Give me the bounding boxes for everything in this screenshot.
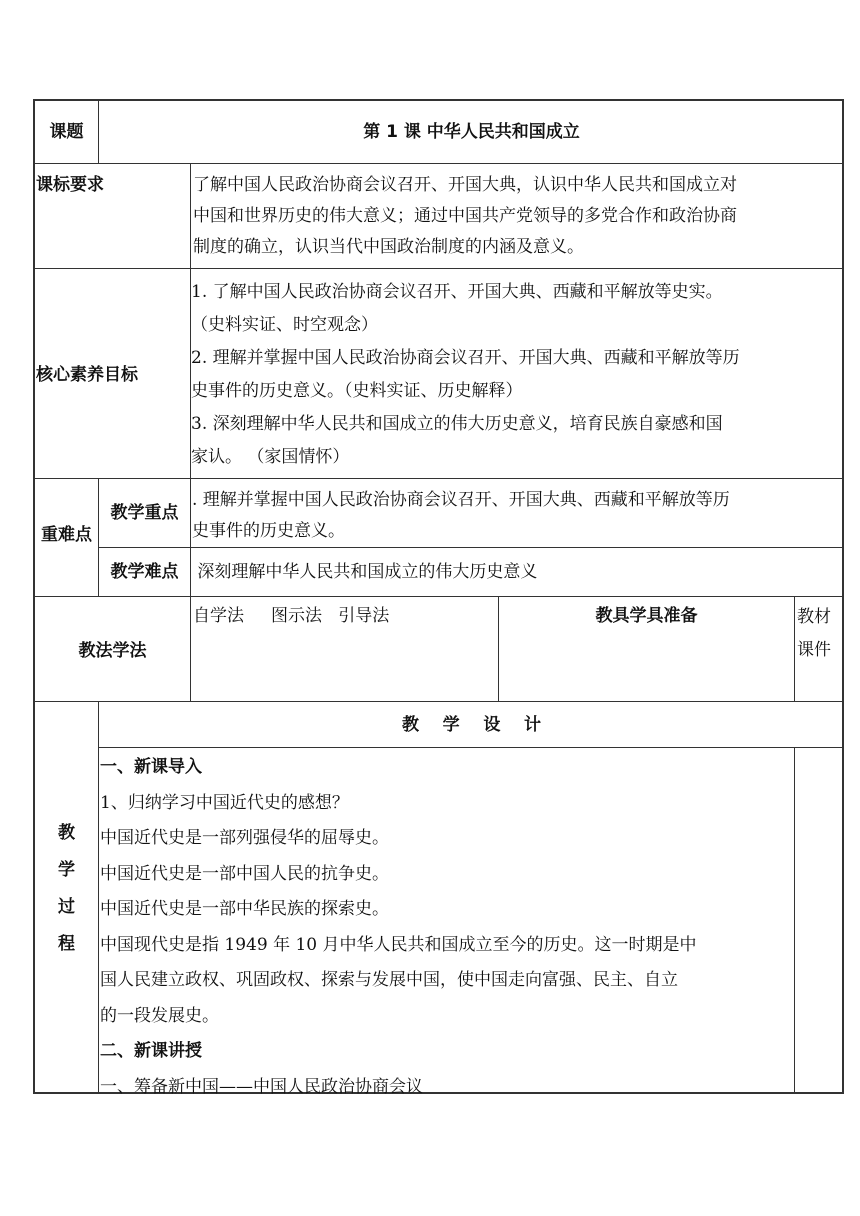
key-point-line: 史事件的历史意义。 — [192, 521, 345, 541]
process-line: 中国近代史是一部中华民族的探索史。 — [100, 899, 389, 919]
row-divider — [33, 478, 844, 479]
standards-line: 了解中国人民政治协商会议召开、开国大典，认识中华人民共和国成立对 — [193, 175, 737, 195]
section-heading: 一、新课导入 — [100, 757, 202, 777]
key-point-line: . 理解并掌握中国人民政治协商会议召开、开国大典、西藏和平解放等历 — [192, 490, 730, 510]
subject-label: 课题 — [49, 122, 84, 142]
core-goal-line: 家认。 （家国情怀） — [191, 447, 350, 467]
difficulty-label: 重难点 — [41, 525, 92, 545]
col-divider — [98, 701, 99, 1094]
col-divider — [794, 747, 795, 1094]
core-goal-line: 2. 理解并掌握中国人民政治协商会议召开、开国大典、西藏和平解放等历 — [191, 348, 740, 368]
row-divider — [98, 547, 844, 548]
process-line: 国人民建立政权、巩固政权、探索与发展中国，使中国走向富强、民主、自立 — [100, 970, 678, 990]
hard-points-label: 教学难点 — [110, 562, 179, 582]
process-line: 1、归纳学习中国近代史的感想？ — [100, 792, 349, 813]
process-label-char: 过 — [58, 897, 75, 917]
process-line: 中国现代史是指 1949 年 10 月中华人民共和国成立至今的历史。这一时期是中 — [100, 934, 697, 955]
tools-value — [797, 601, 843, 667]
col-divider — [190, 478, 191, 701]
process-label-char: 程 — [58, 934, 75, 954]
key-points-text — [192, 485, 843, 547]
key-points-label: 教学重点 — [110, 503, 179, 523]
core-goal-line: 1. 了解中国人民政治协商会议召开、开国大典、西藏和平解放等史实。 — [191, 282, 723, 302]
col-divider — [794, 596, 795, 701]
methods-value: 自学法 图示法 引导法 — [193, 606, 390, 626]
core-goal-line: 史事件的历史意义。（史料实证、历史解释） — [191, 381, 523, 401]
core-goal-line: （史料实证、时空观念） — [191, 315, 378, 335]
standards-text — [193, 170, 843, 263]
standards-line: 中国和世界历史的伟大意义；通过中国共产党领导的多党合作和政治协商 — [193, 206, 737, 226]
methods-label: 教法学法 — [78, 641, 147, 661]
core-goals-text — [191, 276, 843, 474]
process-label — [35, 815, 98, 963]
design-title: 教 学 设 计 — [401, 715, 542, 735]
row-divider — [98, 747, 844, 748]
row-divider — [33, 268, 844, 269]
row-divider — [33, 701, 844, 702]
section-heading: 二、新课讲授 — [100, 1041, 202, 1061]
process-content — [100, 750, 794, 1105]
core-goals-label: 核心素养目标 — [36, 365, 138, 385]
row-divider — [33, 596, 844, 597]
tools-line: 教材 — [797, 607, 831, 627]
process-line: 中国近代史是一部列强侵华的屈辱史。 — [100, 828, 389, 848]
tools-label: 教具学具准备 — [595, 606, 698, 626]
lesson-title: 第 1 课 中华人民共和国成立 — [363, 122, 580, 142]
process-label-char: 教 — [58, 823, 75, 843]
standards-line: 制度的确立，认识当代中国政治制度的内涵及意义。 — [193, 237, 584, 257]
standards-label: 课标要求 — [36, 175, 104, 195]
tools-line: 课件 — [797, 640, 831, 660]
row-divider — [33, 163, 844, 164]
process-line: 一、筹备新中国——中国人民政治协商会议 — [100, 1076, 423, 1097]
process-line: 中国近代史是一部中国人民的抗争史。 — [100, 863, 389, 884]
core-goal-line: 3. 深刻理解中华人民共和国成立的伟大历史意义，培育民族自豪感和国 — [191, 414, 723, 434]
hard-points-text: 深刻理解中华人民共和国成立的伟大历史意义 — [192, 562, 538, 582]
process-line: 的一段发展史。 — [100, 1005, 219, 1026]
process-label-char: 学 — [58, 860, 75, 880]
